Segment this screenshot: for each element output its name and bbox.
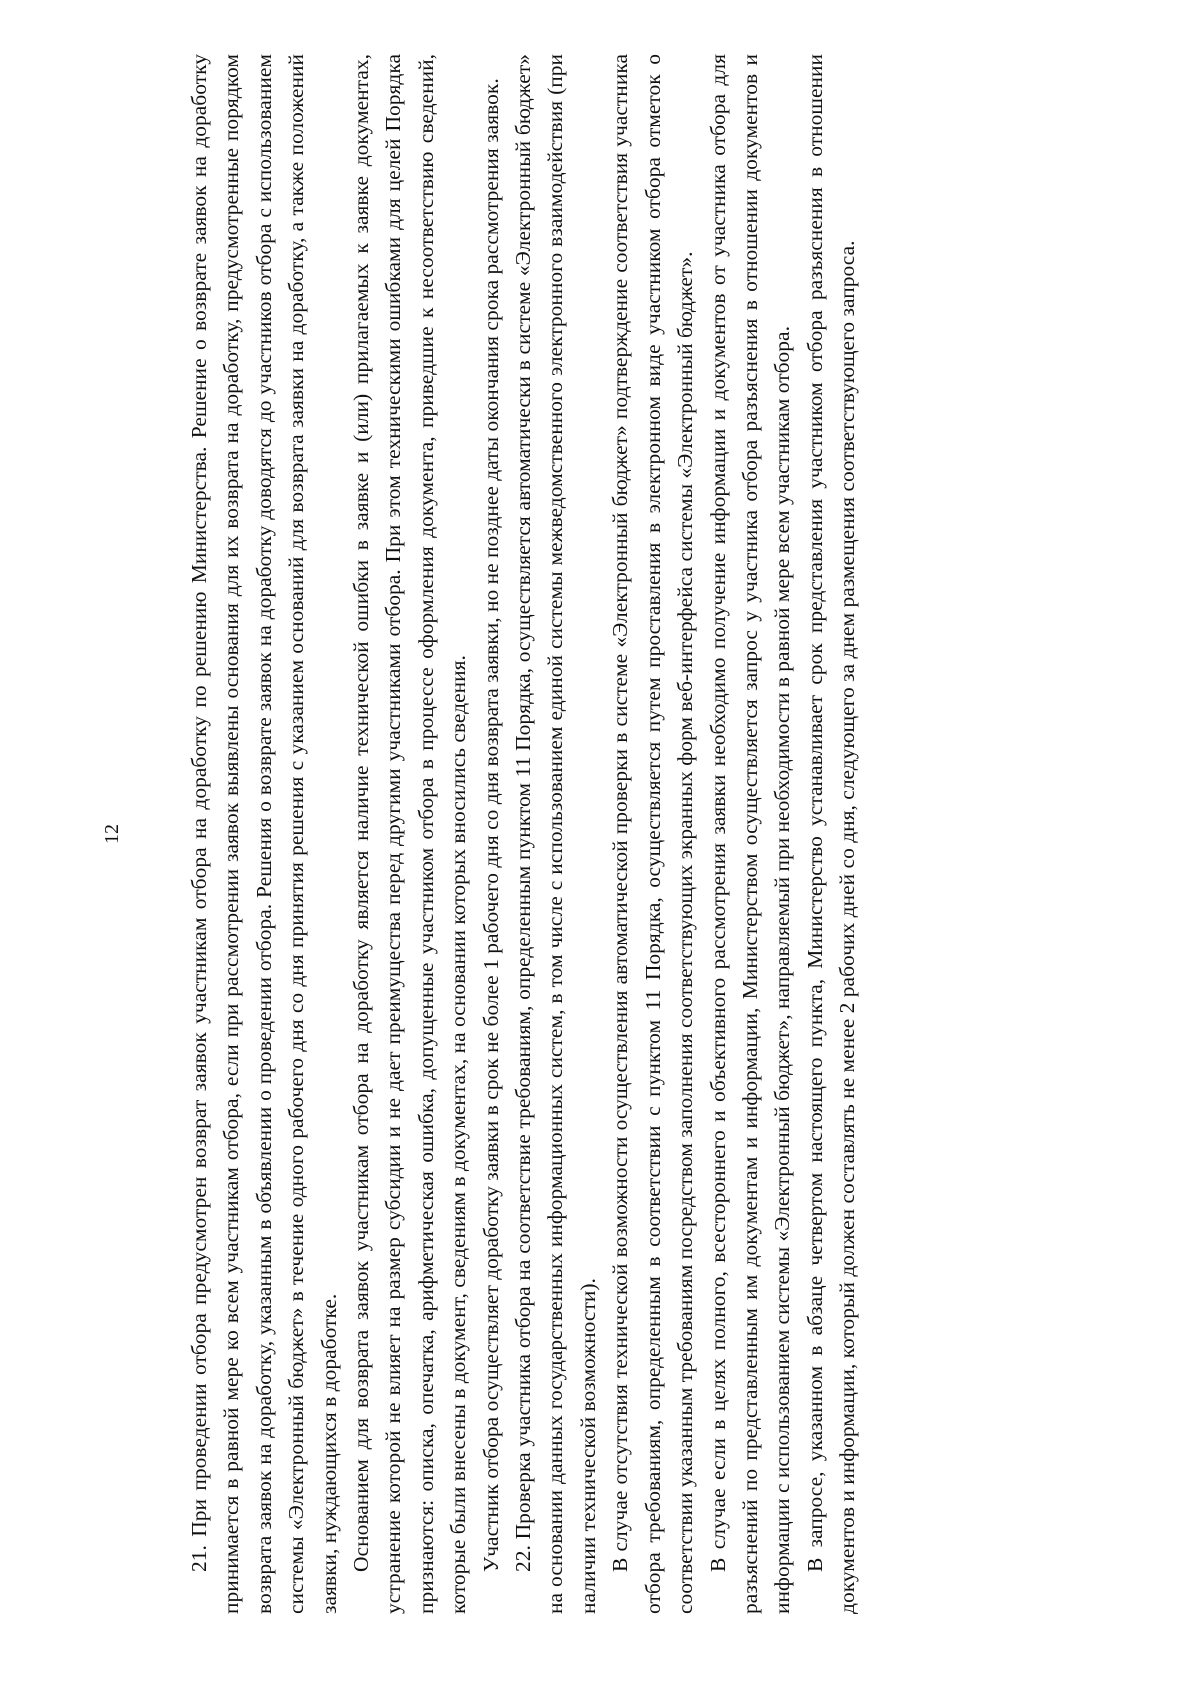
page-number: 12 <box>101 824 123 844</box>
paragraph-22: 22. Проверка участника отбора на соответствие требованиям, определенным пунктом 11 Порядка, осуществляется автоматически в системе «Электронный бюджет» на основании данных государственных информационных систем, в том числе с использованием единой системы межведомственного электронного взаимодействия (при наличии технической возможности). <box>511 54 600 1614</box>
paragraph-request-deadline: В запросе, указанном в абзаце четвертом настоящего пункта, Министерство устанавливает срок представления участником отбора разъяснения в отношении документов и информации, который должен составлять не менее 2 рабочих дней со дня, следующего за днем размещения соответствующего запроса. <box>802 54 860 1614</box>
paragraph-return-grounds: Основанием для возврата заявок участникам отбора на доработку является наличие технической ошибки в заявке и (или) прилагаемых к заявке документах, устранение которой не влияет на размер субсидии и не дает преимущества перед другими участниками отбора. При этом техническими ошибками для целей Порядка признаются: описка, опечатка, арифметическая ошибка, допущенные участником отбора в процессе оформления документа, приведшие к несоответствию сведений, которые были внесены в документ, сведениям в документах, на основании которых вносились сведения. <box>349 54 471 1614</box>
paragraph-revision-deadline: Участник отбора осуществляет доработку заявки в срок не более 1 рабочего дня со дня возврата заявки, но не позднее даты окончания срока рассмотрения заявок. <box>478 78 503 1572</box>
paragraph-clarification-request: В случае если в целях полного, всестороннего и объективного рассмотрения заявки необходимо получение информации и документов от участника отбора для разъяснений по представленным им документам и информации, Министерством осуществляется запрос у участника отбора разъяснения в отношении документов и информации с использованием системы «Электронный бюджет», направляемый при необходимости в равной мере всем участникам отбора. <box>705 54 795 1614</box>
paragraph-no-auto-check: В случае отсутствия технической возможности осуществления автоматической проверки в системе «Электронный бюджет» подтверждение соответствия участника отбора требованиям, определенным в соответствии с пунктом 11 Порядка, осуществляется путем проставления в электронном виде участником отбора отметок о соответствии указанным требованиям посредством заполнения соответствующих экранных форм веб-интерфейса системы «Электронный бюджет». <box>608 54 698 1614</box>
document-body <box>183 54 864 1614</box>
paragraph-21: 21. При проведении отбора предусмотрен возврат заявок участникам отбора на доработку по решению Министерства. Решение о возврате заявок на доработку принимается в равной мере ко всем участникам отбора, если при рассмотрении заявок выявлены основания для их возврата на доработку, предусмотренные порядком возврата заявок на доработку, указанным в объявлении о проведении отбора. Решения о возврате заявок на доработку доводятся до участников отбора с использованием системы «Электронный бюджет» в течение одного рабочего дня со дня принятия решения с указанием оснований для возврата заявки на доработку, а также положений заявки, нуждающихся в доработке. <box>187 54 341 1614</box>
rotated-page <box>101 54 1093 1614</box>
